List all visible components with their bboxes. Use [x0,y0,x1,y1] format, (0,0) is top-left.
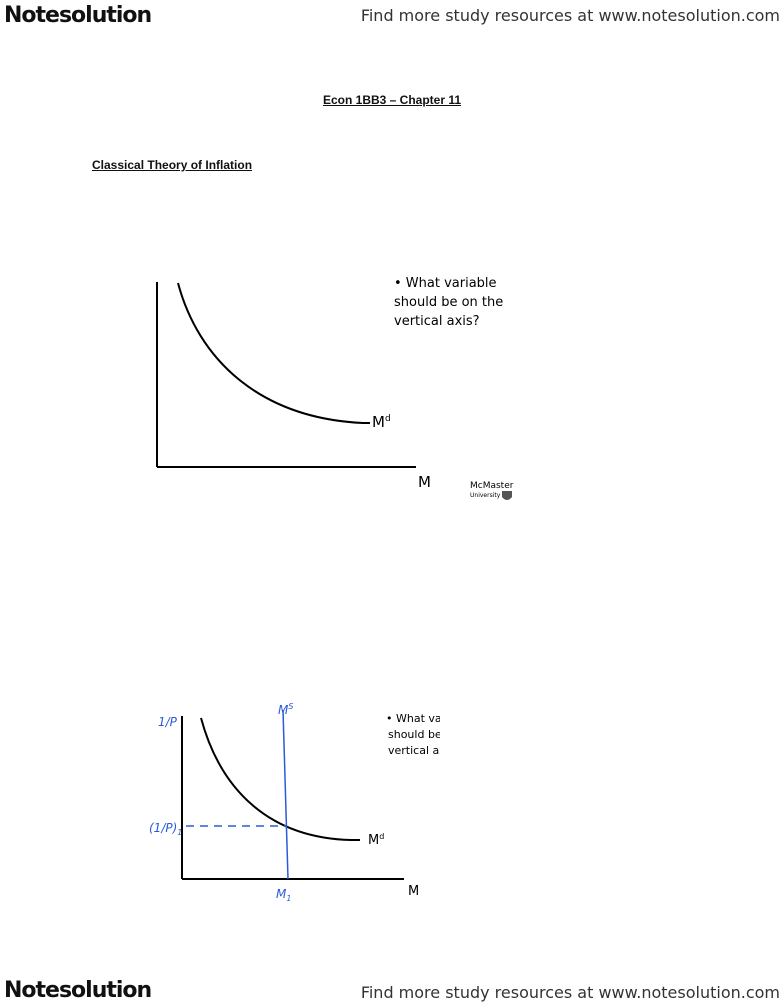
money-supply-label: $M^S$ [278,702,294,717]
question-line-1: • What va [386,712,440,725]
equilibrium-money-label: $M_1$ [276,887,292,903]
question-line-2: should be [388,728,440,741]
svg-text:University: University [470,492,501,499]
money-market-figure [146,692,440,904]
money-demand-curve [178,283,370,423]
money-demand-label: $M^d$ [368,832,385,848]
section-title: Classical Theory of Inflation [92,158,253,172]
y-axis-label: 1/P [158,715,177,729]
document-title: Econ 1BB3 – Chapter 11 [322,93,462,107]
question-line-3: vertical ax [388,744,440,757]
notesolution-logo-top: Notesolution [4,3,152,28]
notesolution-logo-bottom: Notesolution [4,978,152,1003]
x-axis-label: M [408,884,420,899]
question-line-1: • What variable [394,276,497,291]
footer-tagline: Find more study resources at www.notesolution.com [360,983,780,1002]
money-supply-line [283,710,288,879]
mcmaster-logo [470,481,514,500]
money-demand-label: $M^d$ [372,413,391,431]
question-line-2: should be on the [394,295,504,310]
svg-text:McMaster: McMaster [470,481,514,491]
money-demand-curve [201,718,360,840]
money-demand-figure [148,268,520,504]
shield-icon [502,491,512,500]
header-tagline: Find more study resources at www.notesolution.com [360,6,780,25]
equilibrium-price-label: $(1/P)_1$ [149,821,183,837]
x-axis-label: M [418,473,431,491]
question-line-3: vertical axis? [394,314,480,329]
